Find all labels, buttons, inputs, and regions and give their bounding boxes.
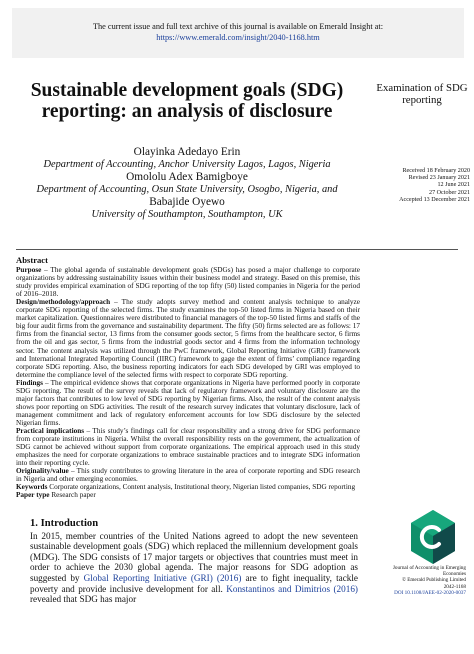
author-affiliation: University of Southampton, Southampton, UK (91, 208, 283, 220)
history-date: 12 June 2021 (437, 182, 470, 189)
body-text: are to fight inequality, tackle poverty and provide inclusive development for all. (30, 572, 359, 594)
abstract-text: – This study contributes to growing literature in the area of corporate reporting and SDG research in Nigeria and other emerging economies. (16, 467, 360, 484)
journal-issn: 2042-1168 (443, 583, 466, 590)
abstract-label: Practical implications (16, 426, 85, 435)
history-date: 27 October 2021 (429, 189, 470, 196)
abstract-text: – The global agenda of sustainable development goals (SDGs) has posed a major challenge to corporate organizations by addressing sustainability issues within their business model and strategy. Based on this premise, this study provides empirical examination of SDG reporting of the top fifty (50) listed companies in Nigeria for the period of 2016–2018. (16, 266, 360, 299)
running-title: Examination of SDG reporting (376, 82, 468, 107)
article-history (358, 168, 470, 204)
abstract-findings (16, 379, 360, 427)
abstract-keywords (16, 483, 360, 491)
journal-name: Journal of Accounting in Emerging Economies (392, 565, 466, 578)
abstract-label: Originality/value (16, 467, 69, 476)
abstract-label: Design/methodology/approach (16, 298, 111, 307)
section-divider (16, 249, 458, 250)
citation-link[interactable]: Konstantinos and Dimitrios (2016) (226, 583, 358, 594)
history-date: Revised 23 January 2021 (408, 175, 470, 182)
journal-url-link[interactable]: https://www.emerald.com/insight/2040-1168.htm (156, 33, 320, 42)
abstract-design (16, 298, 360, 378)
abstract-text: Corporate organizations, Content analysis, Institutional theory, Nigerian listed companies, SDG reporting (47, 483, 356, 492)
abstract-text: – The study adopts survey method and content analysis technique to analyze corporate SDG reporting of the selected firms. The study examines the top-50 listed firms in Nigeria based on their market capitalization. Questionnaires were distributed to financial managers of the top-50 listed firms and staffs of the big four audit firms from the governance and sustainability department. The fifty (50) firms selected are as follows: 17 firms from the financial sector, 13 firms from the consumer goods sector, 5 firms from the healthcare sector, 6 firms from the oil and gas sector, 5 firms from the industrial goods sector and 4 firms from the information technology sector. The content analysis was utilized through the PwC framework, Global Reporting Initiative (GRI) framework and International Integrated Reporting Council (IIRC) framework to gage the extent of firms’ compliance regarding corporate SDG reporting. Also, the business reporting indicators for each SDG developed by GRI was employed to determine the compliance level of the selected firms with respect to corporate SDG reporting. (16, 298, 360, 379)
author-name: Olayinka Adedayo Erin (133, 146, 241, 158)
journal-copyright: © Emerald Publishing Limited (401, 577, 466, 584)
abstract-heading: Abstract (16, 255, 48, 265)
access-banner-text: The current issue and full text archive of this journal is available on Emerald Insight at: (92, 22, 384, 31)
abstract-label: Findings (16, 378, 43, 387)
author-name: Omololu Adex Bamigboye (126, 171, 248, 184)
abstract (16, 256, 360, 499)
author-affiliation: Department of Accounting, Anchor University Lagos, Lagos, Nigeria (43, 158, 331, 170)
history-date: Accepted 13 December 2021 (399, 196, 470, 203)
journal-info (372, 565, 466, 596)
crossmark-logo-icon[interactable] (408, 508, 458, 566)
abstract-paper-type (16, 491, 360, 499)
abstract-originality (16, 467, 360, 483)
history-date: Received 18 February 2020 (402, 168, 470, 174)
body-text: In 2015, member countries of the United Nations agreed to adopt the new seventeen sustainable development goals (SDG) which replaced the millennium development goals (MDG). The SDG consists of 17 major targets or objectives that countries must meet in order to achieve the 2030 global agenda. The major reasons for SDG adoption as suggested by (30, 530, 358, 583)
abstract-text: – This study’s findings call for clear responsibility and a strong drive for SDG performance from corporate institutions in Nigeria. Whilst the overall responsibility rests on the government, the actualization of SDG cannot be achieved without support from corporate organizations. The empirical approach used in this study emphasizes the need for corporate organizations to embrace sustainable practices and to integrate SDG information into their reporting cycle. (16, 426, 360, 468)
author-name: Babajide Oyewo (149, 196, 225, 209)
abstract-label: Purpose (16, 266, 42, 275)
body-text: revealed that SDG has major (30, 594, 137, 605)
article-title: Sustainable development goals (SDG) reporting: an analysis of disclosure (30, 80, 344, 122)
abstract-purpose (16, 266, 360, 298)
abstract-label: Paper type (16, 491, 50, 500)
abstract-text: Research paper (49, 491, 96, 500)
abstract-text: – The empirical evidence shows that corporate organizations in Nigeria have performed poorly in corporate SDG reporting. The result of the survey reveals that lack of regulatory framework and voluntary disclosure are the major factors that contributes to low level of SDG reporting by Nigerian firms. Also, the result of the content analysis shows poor reporting on SDG activities. The result of the research survey indicates that voluntary disclosure, lack of management commitment and lack of regulatory enforcement accounts for low SDG disclosure by the selected Nigerian firms. (16, 378, 360, 427)
section-heading: 1. Introduction (30, 518, 99, 529)
abstract-practical (16, 427, 360, 467)
introduction-paragraph (30, 531, 358, 605)
introduction-section (30, 519, 358, 605)
citation-link[interactable]: Global Reporting Initiative (GRI) (2016) (83, 572, 242, 583)
access-banner (12, 8, 464, 58)
abstract-label: Keywords (16, 483, 48, 492)
author-block (14, 146, 360, 222)
journal-doi[interactable]: DOI 10.1108/JAEE-02-2020-0037 (394, 589, 466, 596)
author-affiliation: Department of Accounting, Osun State University, Osogbo, Nigeria, and (36, 183, 338, 195)
